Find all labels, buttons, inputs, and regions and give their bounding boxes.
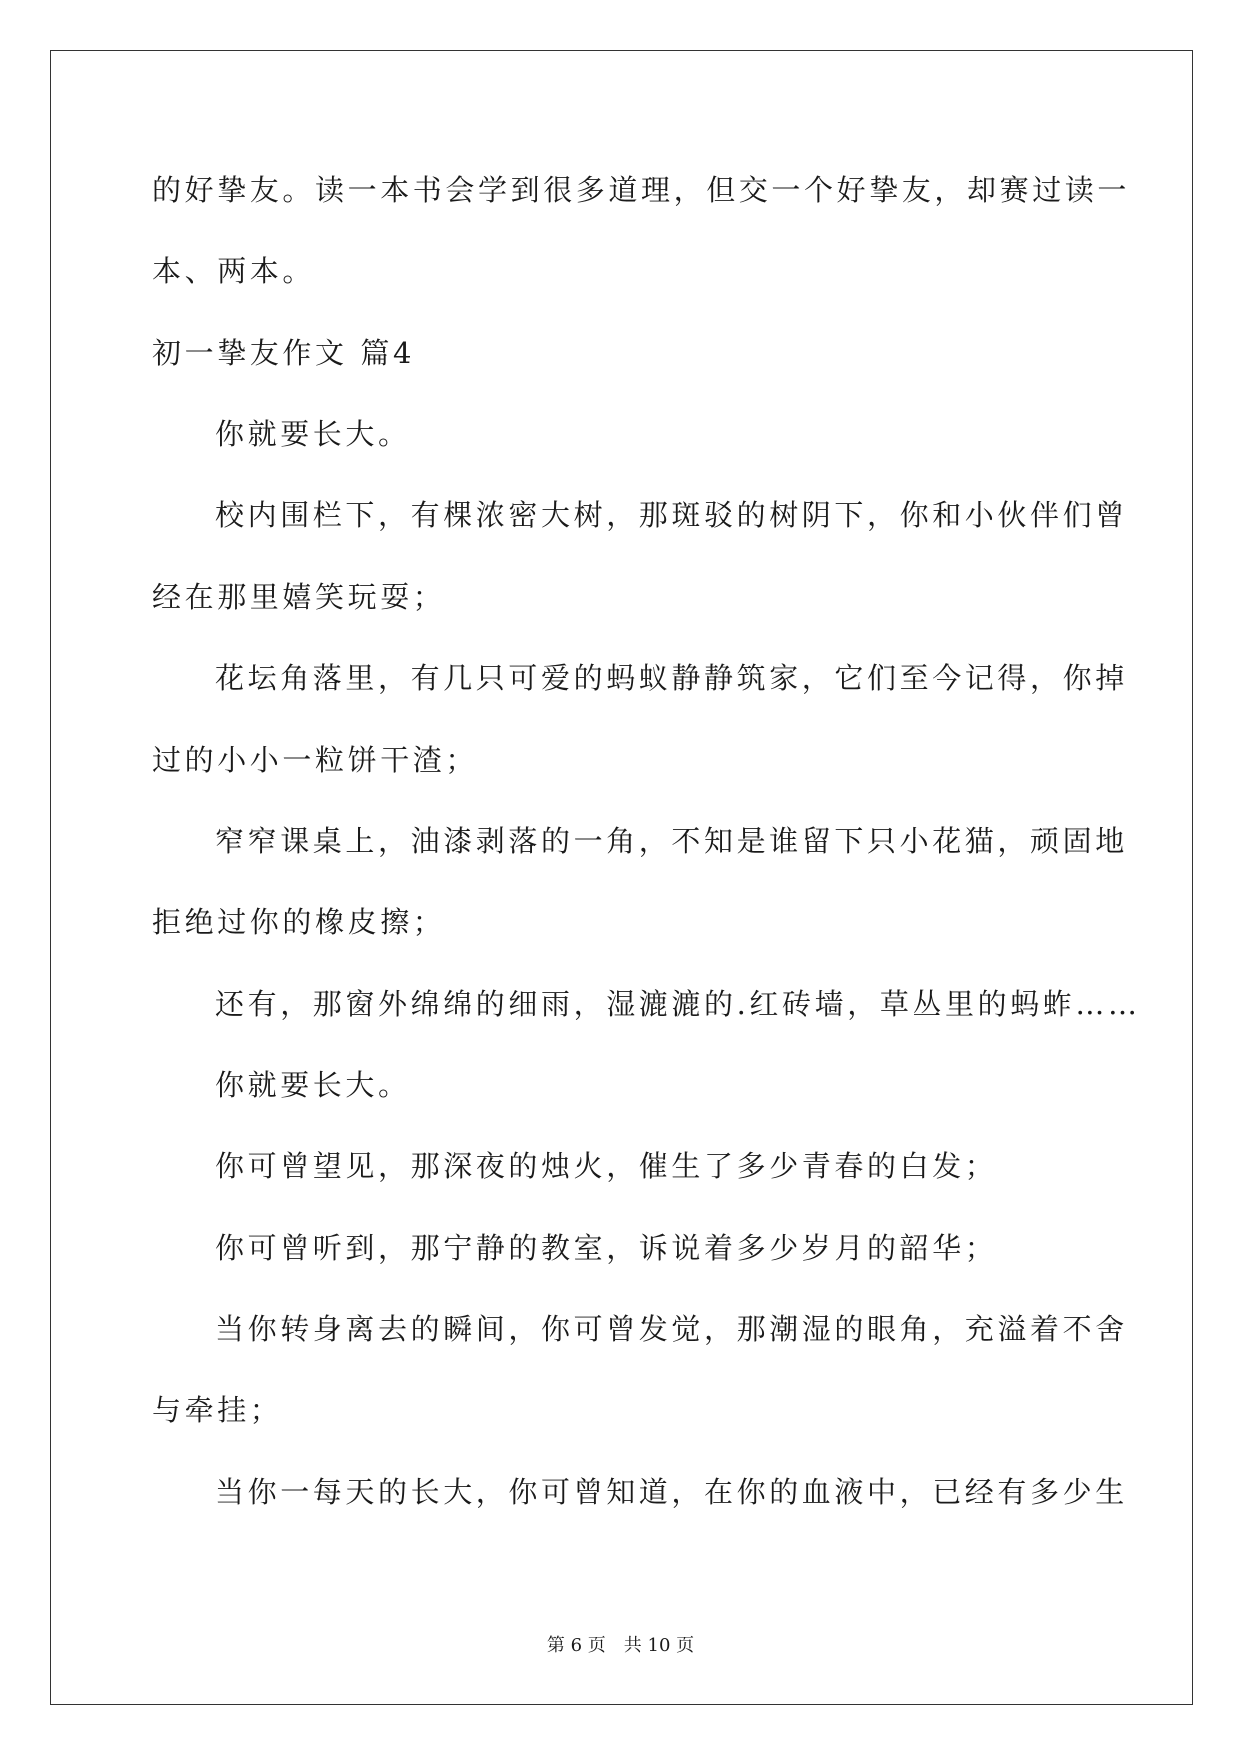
text-line: 经在那里嬉笑玩耍； bbox=[152, 580, 446, 614]
text-line: 校内围栏下，有棵浓密大树，那斑驳的树阴下，你和小伙伴们曾 bbox=[215, 498, 1128, 532]
text-line: 当你一每天的长大，你可曾知道，在你的血液中，已经有多少生 bbox=[215, 1475, 1128, 1509]
section-heading: 初一挚友作文 篇4 bbox=[152, 336, 416, 370]
text-line: 你可曾听到，那宁静的教室，诉说着多少岁月的韶华； bbox=[215, 1231, 998, 1265]
text-line: 当你转身离去的瞬间，你可曾发觉，那潮湿的眼角，充溢着不舍 bbox=[215, 1312, 1128, 1346]
text-line: 你就要长大。 bbox=[215, 417, 411, 451]
text-line: 的好挚友。读一本书会学到很多道理，但交一个好挚友，却赛过读一 bbox=[152, 173, 1131, 207]
text-line: 窄窄课桌上，油漆剥落的一角，不知是谁留下只小花猫，顽固地 bbox=[215, 824, 1128, 858]
text-line: 本、两本。 bbox=[152, 254, 316, 288]
text-line: 花坛角落里，有几只可爱的蚂蚁静静筑家，它们至今记得，你掉 bbox=[215, 661, 1128, 695]
page-border bbox=[50, 50, 1193, 1705]
text-line: 还有，那窗外绵绵的细雨，湿漉漉的.红砖墙，草丛里的蚂蚱…… bbox=[215, 987, 1141, 1021]
text-line: 你就要长大。 bbox=[215, 1068, 411, 1102]
page-number: 第 6 页 共 10 页 bbox=[546, 1635, 695, 1656]
text-line: 你可曾望见，那深夜的烛火，催生了多少青春的白发； bbox=[215, 1149, 998, 1183]
text-line: 与牵挂； bbox=[152, 1393, 283, 1427]
text-line: 拒绝过你的橡皮擦； bbox=[152, 905, 446, 939]
text-line: 过的小小一粒饼干渣； bbox=[152, 743, 479, 777]
